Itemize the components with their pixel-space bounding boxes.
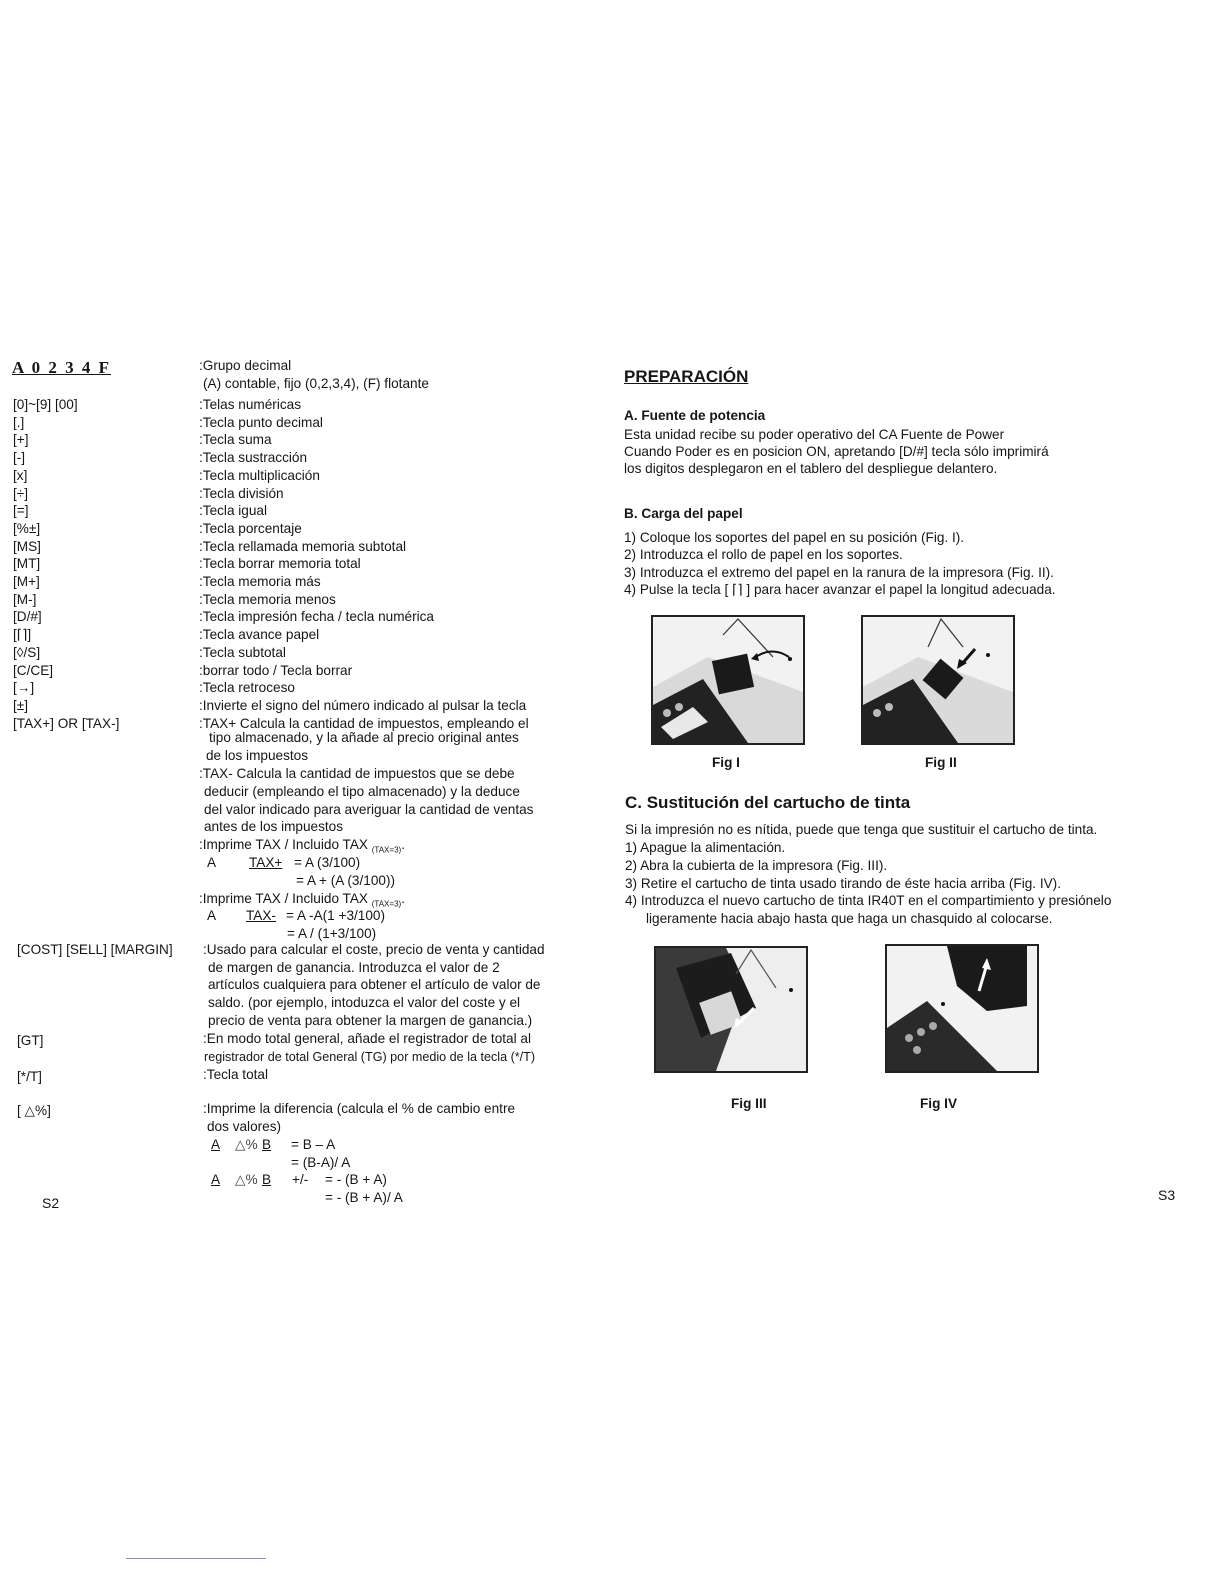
key-description: :Tecla avance papel: [199, 627, 320, 642]
gt-desc-2: registrador de total General (TG) por medio de la tecla (*/T): [204, 1050, 536, 1064]
key-label: [÷]: [13, 486, 29, 501]
ink-step-3: 3) Retire el cartucho de tinta usado tirando de éste hacia arriba (Fig. IV).: [625, 876, 1061, 891]
delta-ex1-op: △%: [235, 1137, 258, 1152]
key-gt: [GT]: [17, 1033, 44, 1048]
ink-intro: Si la impresión no es nítida, puede que tenga que sustituir el cartucho de tinta.: [625, 822, 1098, 837]
key-cost-sell-margin: [COST] [SELL] [MARGIN]: [17, 942, 173, 957]
key-description: :borrar todo / Tecla borrar: [199, 663, 353, 678]
page-number-right: S3: [1158, 1187, 1176, 1203]
key-label: [MT]: [13, 556, 41, 571]
key-description: :Tecla suma: [199, 432, 272, 447]
key-label: [M+]: [13, 574, 40, 589]
cost-desc-5: precio de venta para obtener la margen de ganancia.): [208, 1013, 533, 1028]
key-description: :Tecla memoria menos: [199, 592, 336, 607]
key-delta-percent: [ △%]: [17, 1103, 51, 1118]
tax-example-2-op: TAX-: [246, 908, 276, 923]
tax-minus-desc-2: deducir (empleando el tipo almacenado) y la deduce: [204, 784, 520, 799]
delta-ex1-b: B: [262, 1137, 272, 1152]
tax-plus-desc-3: de los impuestos: [206, 748, 309, 763]
key-label: [%±]: [13, 521, 41, 536]
key-label: [0]~[9] [00]: [13, 397, 78, 412]
key-label: [C/CE]: [13, 663, 54, 678]
ink-step-4-cont: ligeramente hacia abajo hasta que haga un chasquido al colocarse.: [646, 911, 1053, 926]
paper-step-3: 3) Introduzca el extremo del papel en la ranura de la impresora (Fig. II).: [624, 565, 1054, 580]
key-label: [x]: [13, 468, 28, 483]
figure-3-image: [654, 946, 808, 1073]
tax-example-1-a: A: [207, 855, 217, 870]
key-label: [-]: [13, 450, 26, 465]
cost-desc-2: de margen de ganancia. Introduzca el valor de 2: [208, 960, 500, 975]
tax-plus-desc-2: tipo almacenado, y la añade al precio original antes: [209, 730, 519, 745]
delta-ex1-eq1: = B – A: [291, 1137, 336, 1152]
cost-desc-4: saldo. (por ejemplo, intoduzca el valor del coste y el: [208, 995, 521, 1010]
key-description: :Tecla rellamada memoria subtotal: [199, 539, 407, 554]
key-description: :Invierte el signo del número indicado al pulsar la tecla: [199, 698, 527, 713]
figure-1-caption: Fig I: [712, 755, 740, 770]
key-label: [⌈⌉]: [13, 627, 32, 642]
cost-desc-3: artículos cualquiera para obtener el artículo de valor de: [208, 977, 541, 992]
key-label: [MS]: [13, 539, 41, 554]
tax-example-2-a: A: [207, 908, 217, 923]
key-label: [±]: [13, 698, 29, 713]
delta-ex2-op: △%: [235, 1172, 258, 1187]
key-description: :Tecla subtotal: [199, 645, 286, 660]
delta-ex2-eq3: = - (B + A): [325, 1172, 387, 1187]
power-source-title: A. Fuente de potencia: [624, 408, 766, 423]
key-description: :Telas numéricas: [199, 397, 301, 412]
delta-ex2-pm: +/-: [292, 1172, 309, 1187]
paper-step-1: 1) Coloque los soportes del papel en su posición (Fig. I).: [624, 530, 965, 545]
preparation-title: PREPARACIÓN: [624, 367, 749, 386]
key-description: :Tecla impresión fecha / tecla numérica: [199, 609, 434, 624]
tax-example-1-head: :Imprime TAX / Incluido TAX $_{(TAX=3)}$.: [199, 837, 405, 855]
key-description: :Tecla multiplicación: [199, 468, 320, 483]
key-label: [+]: [13, 432, 29, 447]
decimal-group-title: A 0 2 3 4 F: [12, 358, 111, 377]
key-label: [D/#]: [13, 609, 42, 624]
key-description: :Tecla división: [199, 486, 284, 501]
paper-step-4: 4) Pulse la tecla [ ⌈⌉ ] para hacer avanzar el papel la longitud adecuada.: [624, 582, 1056, 597]
cost-desc-1: :Usado para calcular el coste, precio de venta y cantidad: [203, 942, 545, 957]
ink-step-1: 1) Apague la alimentación.: [625, 840, 786, 855]
delta-ex2-b: B: [262, 1172, 272, 1187]
tax-minus-desc-4: antes de los impuestos: [204, 819, 344, 834]
key-description: :TAX+ Calcula la cantidad de impuestos, empleando el: [199, 716, 529, 731]
ink-step-4: 4) Introduzca el nuevo cartucho de tinta IR40T en el compartimiento y presiónelo: [625, 893, 1112, 908]
total-desc: :Tecla total: [203, 1067, 268, 1082]
figure-3-caption: Fig III: [731, 1096, 767, 1111]
key-description: :Tecla igual: [199, 503, 268, 518]
key-label: [TAX+] OR [TAX-]: [13, 716, 120, 731]
delta-ex2-eq4: = - (B + A)/ A: [325, 1190, 403, 1205]
key-label: [.]: [13, 415, 25, 430]
delta-ex1-a: A: [211, 1137, 221, 1152]
power-text-1: Esta unidad recibe su poder operativo del CA Fuente de Power: [624, 427, 1005, 442]
power-text-3: los digitos desplegaron en el tablero del despliegue delantero.: [624, 461, 998, 476]
tax-example-1-op: TAX+: [249, 855, 283, 870]
figure-2-caption: Fig II: [925, 755, 957, 770]
page-number-left: S2: [42, 1195, 60, 1211]
tax-example-2-eq1: = A -A(1 +3/100): [286, 908, 385, 923]
decimal-group-desc-2: (A) contable, fijo (0,2,3,4), (F) flotante: [203, 376, 429, 391]
tax-example-2-eq2: = A / (1+3/100): [287, 926, 377, 941]
key-description: :Tecla memoria más: [199, 574, 321, 589]
tax-example-2-head: :Imprime TAX / Incluido TAX $_{(TAX=3)}$.: [199, 891, 405, 909]
figure-1-image: [651, 615, 805, 745]
key-label: [=]: [13, 503, 29, 518]
paper-load-title: B. Carga del papel: [624, 506, 743, 521]
tax-example-1-eq2: = A + (A (3/100)): [296, 873, 395, 888]
decimal-group-desc: :Grupo decimal: [199, 358, 292, 373]
key-description: :Tecla retroceso: [199, 680, 295, 695]
delta-desc-2: dos valores): [207, 1119, 282, 1134]
delta-ex2-a: A: [211, 1172, 221, 1187]
ink-step-2: 2) Abra la cubierta de la impresora (Fig. III).: [625, 858, 888, 873]
paper-step-2: 2) Introduzca el rollo de papel en los soportes.: [624, 547, 903, 562]
key-description: :Tecla porcentaje: [199, 521, 302, 536]
tax-minus-desc-3: del valor indicado para averiguar la cantidad de ventas: [204, 802, 534, 817]
bottom-divider: [126, 1558, 266, 1559]
figure-2-image: [861, 615, 1015, 745]
key-description: :Tecla borrar memoria total: [199, 556, 361, 571]
delta-desc-1: :Imprime la diferencia (calcula el % de cambio entre: [203, 1101, 516, 1116]
power-text-2: Cuando Poder es en posicion ON, apretando [D/#] tecla sólo imprimirá: [624, 444, 1049, 459]
gt-desc-1: :En modo total general, añade el registrador de total al: [203, 1031, 531, 1046]
delta-ex1-eq2: = (B-A)/ A: [291, 1155, 351, 1170]
figure-4-image: [885, 944, 1039, 1073]
key-description: :Tecla sustracción: [199, 450, 308, 465]
key-label: [→]: [13, 680, 35, 695]
tax-minus-desc-1: :TAX- Calcula la cantidad de impuestos que se debe: [199, 766, 515, 781]
key-total: [*/T]: [17, 1069, 42, 1084]
ink-cartridge-title: C. Sustitución del cartucho de tinta: [625, 793, 911, 812]
key-description: :Tecla punto decimal: [199, 415, 323, 430]
figure-4-caption: Fig IV: [920, 1096, 958, 1111]
key-label: [◊/S]: [13, 645, 41, 660]
tax-example-1-eq1: = A (3/100): [294, 855, 361, 870]
key-label: [M-]: [13, 592, 37, 607]
